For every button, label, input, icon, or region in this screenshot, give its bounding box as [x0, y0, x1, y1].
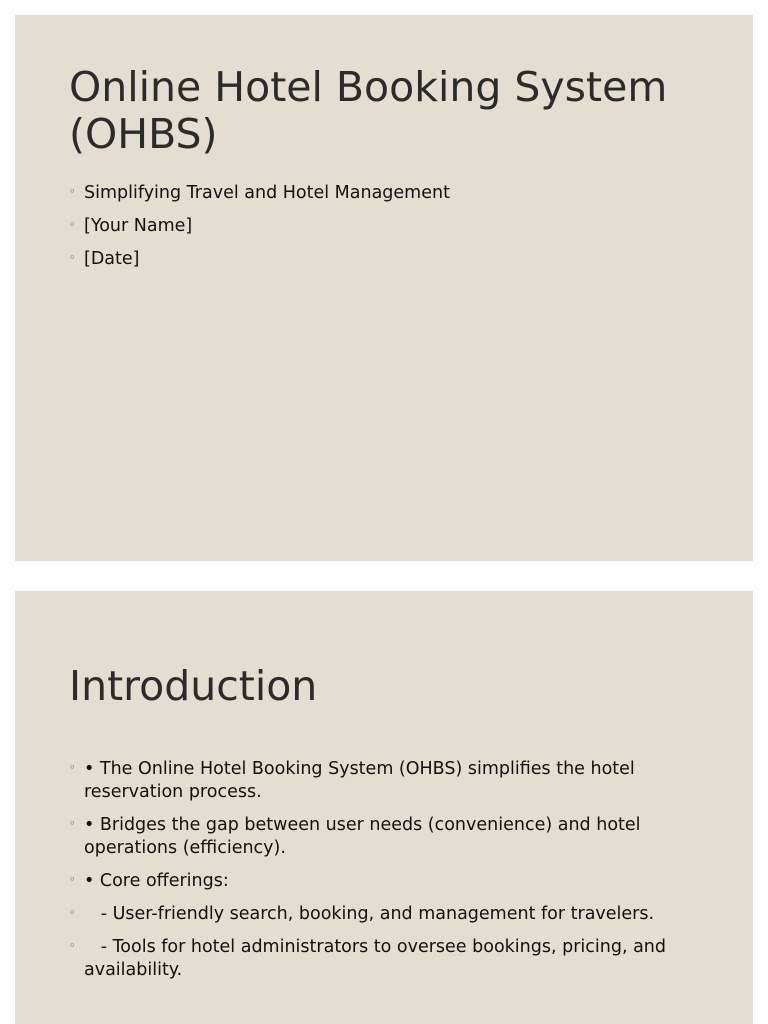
slide-bullet-list	[69, 758, 709, 992]
bullet-text: • Bridges the gap between user needs (convenience) and hotel operations (efficiency).	[84, 815, 647, 858]
bullet-text: [Date]	[84, 249, 140, 269]
bullet-marker-icon: ◦	[69, 817, 76, 830]
bullet-marker-icon: ◦	[69, 873, 76, 886]
slide-title-heading: Online Hotel Booking System (OHBS)	[69, 63, 668, 158]
slide-introduction	[15, 591, 753, 1024]
list-item	[69, 758, 709, 804]
bullet-text: • The Online Hotel Booking System (OHBS) simplifies the hotel reservation process.	[84, 759, 641, 802]
bullet-marker-icon: ◦	[69, 761, 76, 774]
list-item	[69, 936, 709, 982]
bullet-text: Simplifying Travel and Hotel Management	[84, 183, 450, 203]
bullet-marker-icon: ◦	[69, 906, 76, 919]
bullet-text: - Tools for hotel administrators to oversee bookings, pricing, and availability.	[84, 937, 672, 980]
bullet-text: • Core offerings:	[84, 871, 229, 891]
list-item	[69, 870, 709, 893]
slide-bullet-list	[69, 182, 709, 281]
bullet-marker-icon: ◦	[69, 218, 76, 231]
list-item	[69, 903, 709, 926]
bullet-marker-icon: ◦	[69, 939, 76, 952]
bullet-marker-icon: ◦	[69, 251, 76, 264]
list-item	[69, 248, 709, 271]
bullet-marker-icon: ◦	[69, 185, 76, 198]
slide-title-heading: Introduction	[69, 662, 318, 710]
bullet-text: - User-friendly search, booking, and management for travelers.	[84, 904, 655, 924]
list-item	[69, 215, 709, 238]
bullet-text: [Your Name]	[84, 216, 193, 236]
list-item	[69, 814, 709, 860]
list-item	[69, 182, 709, 205]
slide-title	[15, 15, 753, 561]
